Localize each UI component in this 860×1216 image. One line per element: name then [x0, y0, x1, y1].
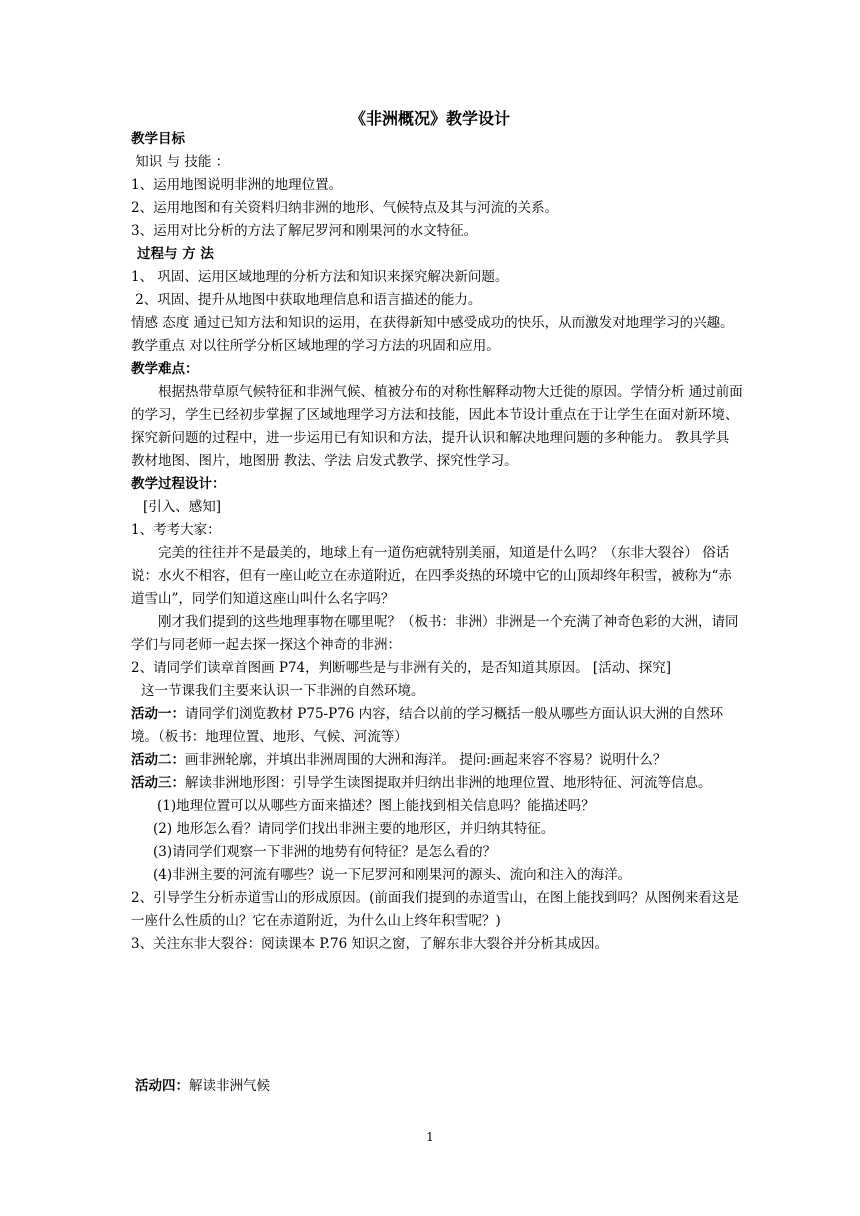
activity-1-text: 请同学们浏览教材 P75-P76 内容，结合以前的学习概括一般从哪些方面认识大洲的自然环境。（板书：地理位置、地形、气候、河流等）	[131, 706, 724, 745]
activity-1-label: 活动一：	[131, 706, 185, 722]
activity-3-subitem-4: (4)非洲主要的河流有哪些？说一下尼罗河和刚果河的源头、流向和注入的海洋。	[153, 867, 632, 883]
activity-3-subitem-3: (3)请同学们观察一下非洲的地势有何特征？是怎么看的？	[153, 844, 497, 860]
goal-item-3: 3、运用对比分析的方法了解尼罗河和刚果河的水文特征。	[131, 223, 478, 239]
heading-teaching-goals: 教学目标	[131, 131, 185, 147]
subheading-knowledge-skills: 知识 与 技能 ：	[131, 154, 230, 170]
activity-1	[131, 703, 745, 749]
quiz-heading: 1、考考大家：	[131, 522, 221, 538]
activity-4-text: 解读非洲气候	[189, 1078, 270, 1094]
activity-2-text: 画非洲轮廓，并填出非洲周围的大洲和海洋。 提问:画起来容不容易？说明什么？	[185, 752, 667, 768]
activity-3-text: 解读非洲地形图：引导学生读图提取并归纳出非洲的地理位置、地形特征、河流等信息。	[185, 775, 712, 791]
activity-3-subitem-2: (2) 地形怎么看？请同学们找出非洲主要的地形区，并归纳其特征。	[153, 821, 555, 837]
document-body	[131, 128, 745, 956]
goal-item-1: 1、运用地图说明非洲的地理位置。	[131, 177, 343, 193]
line-east-africa-rift: 3、关注东非大裂谷：阅读课本 P.76 知识之窗，了解东非大裂谷并分析其成因。	[131, 936, 608, 952]
process-item-1: 1、 巩固、运用区域地理的分析方法和知识来探究解决新问题。	[131, 269, 509, 285]
document-title: 《非洲概况》教学设计	[349, 109, 510, 128]
subheading-process-method: 过程与 方 法	[137, 246, 214, 262]
page-number: 1	[426, 1130, 434, 1144]
activity-3-subitem-1: (1)地理位置可以从哪些方面来描述？图上能找到相关信息吗？能描述吗？	[157, 798, 595, 814]
goal-item-2: 2、运用地图和有关资料归纳非洲的地形、气候特点及其与河流的关系。	[131, 200, 559, 216]
activity-3-label: 活动三：	[131, 775, 185, 791]
paragraph-quiz: 完美的往往并不是最美的，地球上有一道伤疤就特别美丽，知道是什么吗？（东非大裂谷） 俗话说：水火不相容，但有一座山屹立在赤道附近，在四季炎热的环境中它的山顶却终年积雪，被称为“赤道雪山”，同学们知道这座山叫什么名字吗？	[131, 545, 732, 607]
activity-4	[135, 1074, 270, 1094]
activity-3	[131, 772, 745, 795]
paragraph-difficulty: 根据热带草原气候特征和非洲气候、植被分布的对称性解释动物大迁徙的原因。学情分析 通过前面的学习，学生已经初步掌握了区域地理学习方法和技能，因此本节设计重点在于让学生在面对新环境、探究新问题的过程中，进一步运用已有知识和方法，提升认识和解决地理问题的多种能力。 教具学具 教材地图、图片，地图册 教法、学法 启发式教学、探究性学习。	[131, 384, 743, 469]
step-2-read-figure: 2、请同学们读章首图画 P74，判断哪些是与非洲有关的，是否知道其原因。 [活动、探究]	[131, 660, 671, 676]
line-this-lesson: 这一节课我们主要来认识一下非洲的自然环境。	[141, 683, 425, 699]
section-intro-label: [引入、感知]	[143, 499, 222, 515]
activity-4-label: 活动四：	[135, 1078, 189, 1094]
activity-2	[131, 749, 745, 772]
heading-difficulty: 教学难点：	[131, 361, 199, 377]
paragraph-equator-snow-mountain: 2、引导学生分析赤道雪山的形成原因。(前面我们提到的赤道雪山，在图上能找到吗？从图例来看这是一座什么性质的山？它在赤道附近，为什么山上终年积雪呢？)	[131, 890, 739, 929]
process-item-2: 2、巩固、提升从地图中获取地理信息和语言描述的能力。	[131, 292, 482, 308]
paragraph-africa-intro: 刚才我们提到的这些地理事物在哪里呢？（板书：非洲）非洲是一个充满了神奇色彩的大洲，请同学们与同老师一起去探一探这个神奇的非洲：	[131, 614, 739, 653]
heading-process-design: 教学过程设计：	[131, 476, 226, 492]
paragraph-emotion-focus: 情感 态度 通过已知方法和知识的运用，在获得新知中感受成功的快乐，从而激发对地理学习的兴趣。 教学重点 对以往所学分析区域地理的学习方法的巩固和应用。	[131, 315, 734, 354]
activity-2-label: 活动二：	[131, 752, 185, 768]
